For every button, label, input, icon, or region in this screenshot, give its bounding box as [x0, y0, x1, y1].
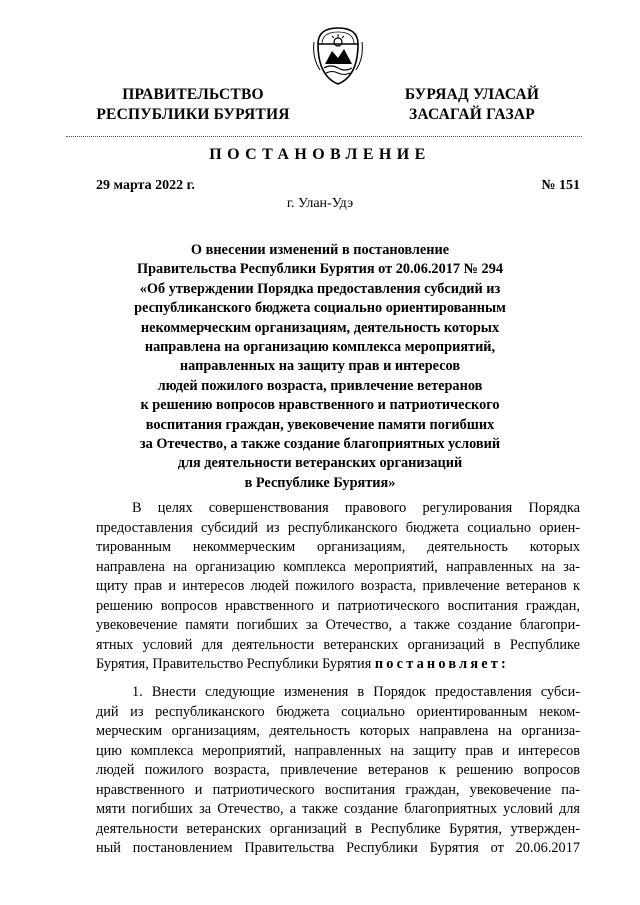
- title-line: к решению вопросов нравственного и патриотического: [140, 397, 500, 414]
- paragraph-line: дий из республиканского бюджета социально ориентированным неком-: [96, 703, 580, 720]
- document-city: г. Улан-Удэ: [286, 196, 354, 211]
- paragraph-line: цию комплекса мероприятий, направленных на защиту прав и интересов: [96, 742, 580, 759]
- document-number: № 151: [541, 178, 580, 193]
- paragraph-line: решению вопросов нравственного и патриотического воспитания граждан,: [96, 597, 580, 614]
- clause-1-paragraph: [96, 683, 580, 859]
- org-name-russian-line1: ПРАВИТЕЛЬСТВО: [122, 86, 264, 103]
- paragraph-line: увековечение памяти погибших за Отечество, а также создание благопри-: [96, 617, 580, 633]
- paragraph-line: деятельности ветеранских организаций в Республике Бурятия, утвержден-: [96, 820, 580, 837]
- buryatia-coat-of-arms-icon: [312, 24, 364, 86]
- title-line: людей пожилого возраста, привлечение ветеранов: [157, 377, 483, 394]
- org-name-russian-line2: РЕСПУБЛИКИ БУРЯТИЯ: [96, 106, 290, 123]
- title-line: некоммерческим организациям, деятельность которых: [140, 319, 500, 336]
- document-date: 29 марта 2022 г.: [96, 178, 195, 193]
- paragraph-line: мерческим организациям, деятельность которых направлена на организа-: [96, 723, 580, 739]
- org-name-buryat-line2: ЗАСАГАЙ ГАЗАР: [409, 106, 535, 123]
- decree-word: постановляет:: [374, 656, 509, 672]
- org-name-buryat: [392, 85, 552, 125]
- title-line: Правительства Республики Бурятия от 20.06.2017 № 294: [136, 261, 503, 278]
- paragraph-line: щиту прав и интересов людей пожилого возраста, привлечение ветеранов к: [96, 578, 580, 594]
- title-line: за Отечество, а также создание благоприятных условий: [139, 436, 501, 453]
- title-line: для деятельности ветеранских организаций: [177, 455, 463, 472]
- paragraph-line: направлена на организацию комплекса мероприятий, направленных на за-: [96, 558, 580, 575]
- title-line: направлена на организацию комплекса мероприятий,: [144, 339, 496, 356]
- paragraph-line: тированным некоммерческим организациям, деятельность которых: [96, 539, 580, 555]
- coat-of-arms-emblem: [312, 24, 364, 86]
- paragraph-line: ятных условий для деятельности ветеранских организаций в Республике: [96, 636, 580, 653]
- paragraph-line: В целях совершенствования правового регулирования Порядка: [132, 500, 580, 516]
- paragraph-line: нравственного и патриотического воспитания граждан, увековечение па-: [96, 781, 580, 798]
- title-line: республиканского бюджета социально ориентированным: [134, 300, 506, 317]
- document-type: ПОСТАНОВЛЕНИЕ: [209, 146, 431, 163]
- paragraph-line: предоставления субсидий из республиканского бюджета социально ориен-: [96, 519, 580, 536]
- preamble-paragraph: [96, 499, 580, 675]
- title-line: в Республике Бурятия»: [244, 474, 396, 491]
- paragraph-line: людей пожилого возраста, привлечение ветеранов к решению вопросов: [96, 762, 580, 778]
- org-name-buryat-line1: БУРЯАД УЛАСАЙ: [404, 86, 540, 103]
- paragraph-last-line: [96, 655, 580, 675]
- paragraph-line: ный постановлением Правительства Республики Бурятия от 20.06.2017: [96, 840, 580, 856]
- org-name-russian: [88, 85, 298, 125]
- title-line: О внесении изменений в постановление: [190, 242, 450, 258]
- title-line: «Об утверждении Порядка предоставления субсидий из: [139, 280, 501, 297]
- title-line: воспитания граждан, увековечение памяти погибших: [145, 416, 495, 433]
- paragraph-line-start: Бурятия, Правительство Республики Бурятия: [96, 656, 375, 672]
- header-divider: [66, 136, 582, 137]
- paragraph-line: 1. Внести следующие изменения в Порядок предоставления субси-: [132, 684, 580, 700]
- paragraph-line: мяти погибших за Отечество, а также создание благоприятных условий для: [96, 801, 580, 817]
- document-title: [100, 241, 540, 493]
- title-line: направленных на защиту прав и интересов: [179, 358, 461, 375]
